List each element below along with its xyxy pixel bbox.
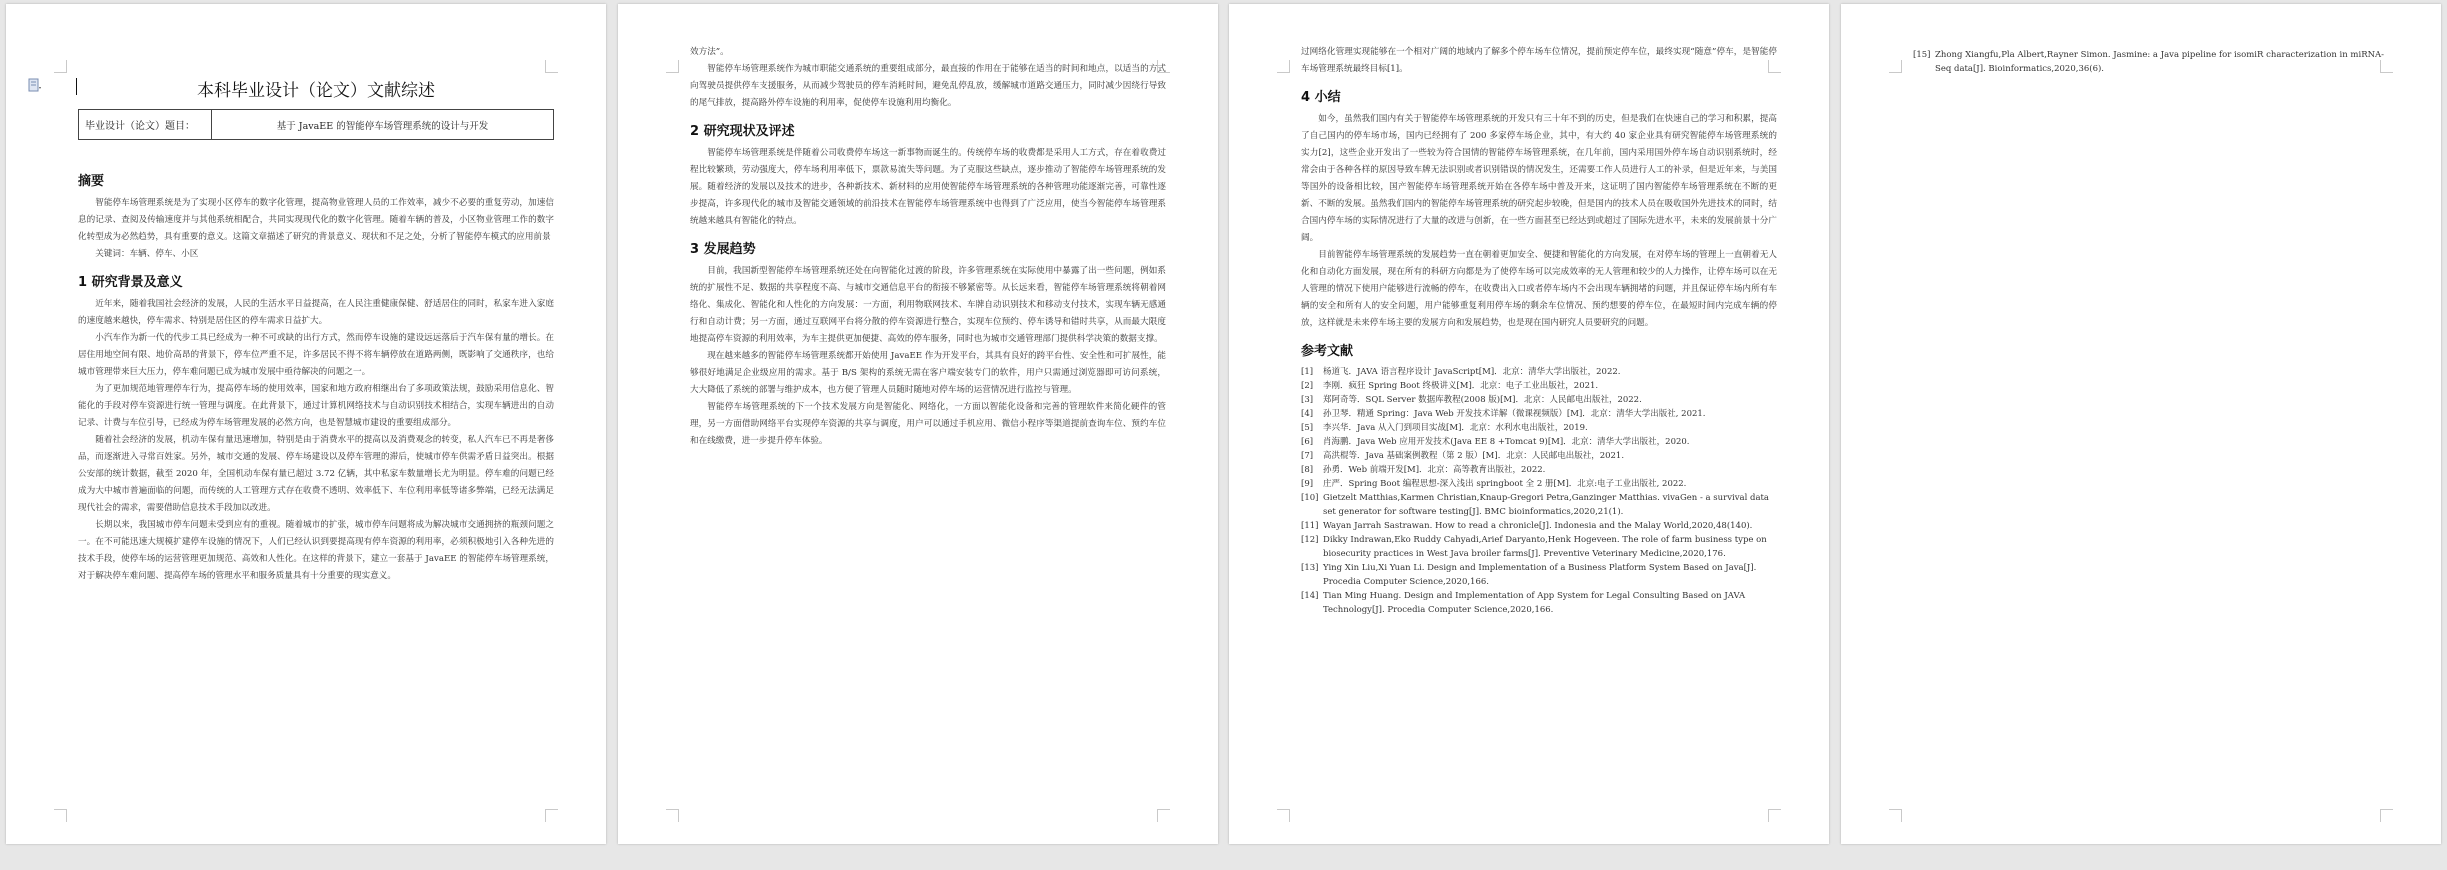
topic-label[interactable]: 毕业设计（论文）题目：: [79, 110, 212, 140]
reference-item[interactable]: [1301, 477, 1777, 491]
crop-mark: [1277, 60, 1290, 73]
reference-number: [4]: [1301, 409, 1314, 419]
paragraph[interactable]: 目前智能停车场管理系统的发展趋势一直在朝着更加安全、便捷和智能化的方向发展，在对停车场的管理上一直朝着无人化和自动化方面发展，现在所有的科研方向都是为了使停车场可以完成效率的无人管理和较少的人力操作，让停车场可以在无人管理的情况下使用户能够进行流畅的停车，在收费出入口或者停车场内不会出现车辆拥堵的问题，并且保证停车场内所有车辆的安全和所有人的安全问题，用户能够重复利用停车场的剩余车位情况、预约想要的停车位，在最短时间内完成车辆的停放，这样就是未来停车场主要的发展方向和发展趋势，也是现在国内研究人员要研究的问题。: [1301, 250, 1777, 328]
section-heading[interactable]: 1 研究背景及意义: [78, 275, 183, 290]
reference-item[interactable]: [1301, 379, 1777, 393]
reference-item[interactable]: [1301, 533, 1777, 561]
reference-item[interactable]: [1301, 393, 1777, 407]
crop-mark: [54, 60, 67, 73]
reference-text: Ying Xin Liu,Xi Yuan Li. Design and Implementation of a Business Platform System Based on Java[J]. Procedia Computer Science,2020,166.: [1323, 563, 1757, 587]
paragraph[interactable]: 小汽车作为新一代的代步工具已经成为一种不可或缺的出行方式，然而停车设施的建设远远落后于汽车保有量的增长。在居住用地空间有限、地价高昂的背景下，停车位严重不足，许多居民不得不将车辆停放在道路两侧，既影响了交通秩序，也给城市管理带来巨大压力，停车难问题已成为城市发展中亟待解决的问题之一。: [78, 333, 554, 377]
section-heading[interactable]: 3 发展趋势: [690, 242, 756, 257]
page-2-content: [690, 44, 1166, 824]
paragraph-continuation[interactable]: 过网络化管理实现能够在一个相对广阔的地域内了解多个停车场车位情况，提前预定停车位，最终实现“随意”停车，是智能停车场管理系统最终目标[1]。: [1301, 47, 1777, 74]
reference-number: [7]: [1301, 451, 1314, 461]
page-1-content: [78, 44, 554, 824]
reference-number: [5]: [1301, 423, 1314, 433]
reference-text: 李兴华．Java 从入门到项目实战[M]．北京：水利水电出版社，2019.: [1323, 423, 1588, 433]
reference-text: Gietzelt Matthias,Karmen Christian,Knaup-Gregori Petra,Ganzinger Matthias. vivaGen - a survival data set generator for software testing[J]. BMC bioinformatics,2020,21(1).: [1323, 493, 1769, 517]
document-title[interactable]: 本科毕业设计（论文）文献综述: [197, 81, 435, 101]
reference-list: [1301, 365, 1777, 617]
reference-text: 杨道飞．JAVA 语言程序设计 JavaScript[M]．北京：清华大学出版社，2022.: [1323, 367, 1621, 377]
reference-number: [11]: [1301, 521, 1319, 531]
topic-table: [78, 109, 554, 140]
topic-value[interactable]: 基于 JavaEE 的智能停车场管理系统的设计与开发: [212, 110, 554, 140]
reference-text: 孙勇．Web 前端开发[M]．北京：高等教育出版社，2022.: [1323, 465, 1546, 475]
paragraph[interactable]: 目前，我国新型智能停车场管理系统还处在向智能化过渡的阶段，许多管理系统在实际使用中暴露了出一些问题，例如系统的扩展性不足、数据的共享程度不高、与城市交通信息平台的衔接不够紧密等。从长远来看，智能停车场管理系统将朝着网络化、集成化、智能化和人性化的方向发展：一方面，利用物联网技术、车牌自动识别技术和移动支付技术，实现车辆无感通行和自动计费；另一方面，通过互联网平台将分散的停车资源进行整合，实现车位预约、停车诱导和错时共享，从而最大限度地提高停车资源的利用效率，为车主提供更加便捷、高效的停车服务，同时也为城市交通管理部门提供科学决策的数据支撑。: [690, 266, 1166, 344]
reference-item[interactable]: [1301, 407, 1777, 421]
reference-text: 肖海鹏．Java Web 应用开发技术(Java EE 8 +Tomcat 9)[M]．北京：清华大学出版社，2020.: [1323, 437, 1690, 447]
paragraph[interactable]: 长期以来，我国城市停车问题未受到应有的重视。随着城市的扩张，城市停车问题将成为解决城市交通拥挤的瓶颈问题之一。在不可能迅速大规模扩建停车设施的情况下，人们已经认识到要提高现有停车资源的利用率，必须积极地引入各种先进的技术手段，使停车场的运营管理更加规范、高效和人性化。在这样的背景下，建立一套基于 JavaEE 的智能停车场管理系统，对于解决停车难问题、提高停车场的管理水平和服务质量具有十分重要的现实意义。: [78, 520, 554, 581]
paragraph[interactable]: 现在越来越多的智能停车场管理系统都开始使用 JavaEE 作为开发平台，其具有良好的跨平台性、安全性和可扩展性，能够很好地满足企业级应用的需求。基于 B/S 架构的系统无需在客户端安装专门的软件，用户只需通过浏览器即可访问系统，大大降低了系统的部署与维护成本，也方便了管理人员随时随地对停车场的运营情况进行监控与管理。: [690, 351, 1166, 395]
page-4: [1841, 4, 2441, 844]
reference-item[interactable]: [1301, 435, 1777, 449]
paragraph[interactable]: 智能停车场管理系统是伴随着公司收费停车场这一新事物而诞生的。传统停车场的收费都是采用人工方式，存在着收费过程比较繁琐，劳动强度大，停车场利用率低下，票款易流失等问题。为了克服这些缺点，逐步推动了智能停车场管理系统的发展。随着经济的发展以及技术的进步，各种新技术、新材料的应用使智能停车场管理系统的各种管理功能逐渐完善，可靠性逐步提高，许多现代化的城市及智能交通领域的前沿技术在智能停车场管理系统中也得到了广泛应用，使当今智能停车场管理系统越来越具有智能化的特点。: [690, 148, 1166, 226]
reference-number: [14]: [1301, 591, 1319, 601]
reference-number: [9]: [1301, 479, 1314, 489]
paragraph[interactable]: 近年来，随着我国社会经济的发展，人民的生活水平日益提高，在人民注重健康保健、舒适居住的同时，私家车进入家庭的速度越来越快，停车需求、特别是居住区的停车需求日益扩大。: [78, 299, 554, 326]
reference-number: [13]: [1301, 563, 1319, 573]
crop-mark: [666, 60, 679, 73]
keywords[interactable]: 关键词：车辆、停车、小区: [95, 249, 199, 259]
reference-number: [8]: [1301, 465, 1314, 475]
page-2: [618, 4, 1218, 844]
paragraph[interactable]: 随着社会经济的发展，机动车保有量迅速增加，特别是由于消费水平的提高以及消费观念的转变，私人汽车已不再是奢侈品，而逐渐进入寻常百姓家。另外，城市交通的发展、停车场建设以及停车管理的滞后，使城市停车供需矛盾日益突出。根据公安部的统计数据，截至 2020 年，全国机动车保有量已超过 3.72 亿辆，其中私家车数量增长尤为明显。停车难的问题已经成为大中城市普遍面临的问题，而传统的人工管理方式存在收费不透明、效率低下、车位利用率低等诸多弊端，已经无法满足现代社会的需求，需要借助信息技术手段加以改进。: [78, 435, 554, 513]
crop-mark: [1889, 809, 1902, 822]
section-heading[interactable]: 2 研究现状及评述: [690, 124, 795, 139]
reference-number: [10]: [1301, 493, 1319, 503]
reference-text: 庄严．Spring Boot 编程思想-深入浅出 springboot 全 2 册[M]．北京:电子工业出版社, 2022.: [1323, 479, 1687, 489]
reference-item[interactable]: [1301, 589, 1777, 617]
reference-text: Zhong Xiangfu,Pla Albert,Rayner Simon. Jasmine: a Java pipeline for isomiR characterization in miRNA-Seq data[J]. Bioinformatics,2020,36(6).: [1935, 50, 2385, 74]
page-3: [1229, 4, 1829, 844]
paragraph-continuation[interactable]: 效方法”。: [690, 47, 729, 57]
reference-item[interactable]: [1301, 491, 1777, 519]
reference-item[interactable]: [1301, 449, 1777, 463]
reference-item[interactable]: [1301, 561, 1777, 589]
paragraph[interactable]: 智能停车场管理系统的下一个技术发展方向是智能化、网络化，一方面以智能化设备和完善的管理软件来简化硬件的管理，另一方面借助网络平台实现停车资源的共享与调度，用户可以通过手机应用、微信小程序等渠道提前查询车位、预约车位和在线缴费，进一步提升停车体验。: [690, 402, 1166, 446]
reference-item[interactable]: [1301, 421, 1777, 435]
crop-mark: [666, 809, 679, 822]
page-4-content: [1913, 44, 2389, 824]
reference-text: Tian Ming Huang. Design and Implementation of App System for Legal Consulting Based on JAVA Technology[J]. Procedia Computer Science,2020,166.: [1323, 591, 1746, 615]
reference-number: [15]: [1913, 50, 1931, 60]
reference-item[interactable]: [1301, 463, 1777, 477]
reference-number: [3]: [1301, 395, 1314, 405]
crop-mark: [1889, 60, 1902, 73]
reference-text: 孙卫琴．精通 Spring：Java Web 开发技术详解（微课视频版）[M]．北京：清华大学出版社, 2021.: [1323, 409, 1706, 419]
reference-item[interactable]: [1301, 365, 1777, 379]
reference-number: [1]: [1301, 367, 1314, 377]
references-heading[interactable]: 参考文献: [1301, 344, 1354, 359]
paragraph[interactable]: 为了更加规范地管理停车行为，提高停车场的使用效率，国家和地方政府相继出台了多项政策法规，鼓励采用信息化、智能化的手段对停车资源进行统一管理与调度。在此背景下，通过计算机网络技术与自动识别技术相结合，实现车辆进出的自动记录、计费与车位引导，已经成为停车场管理发展的必然方向，也是智慧城市建设的重要组成部分。: [78, 384, 554, 428]
document-layout-icon[interactable]: [28, 78, 42, 93]
reference-text: 李刚．疯狂 Spring Boot 终极讲义[M]．北京：电子工业出版社，2021.: [1323, 381, 1599, 391]
section-heading[interactable]: 4 小结: [1301, 90, 1341, 105]
abstract-heading[interactable]: 摘要: [78, 174, 105, 189]
reference-text: 高洪棍等．Java 基础案例教程（第 2 版）[M]．北京：人民邮电出版社，2021.: [1323, 451, 1625, 461]
reference-list: [1913, 48, 2389, 76]
reference-number: [12]: [1301, 535, 1319, 545]
reference-item[interactable]: [1301, 519, 1777, 533]
reference-text: Wayan Jarrah Sastrawan. How to read a chronicle[J]. Indonesia and the Malay World,2020,48(140).: [1323, 521, 1753, 531]
reference-number: [6]: [1301, 437, 1314, 447]
reference-text: 郑阿奇等．SQL Server 数据库教程(2008 版)[M]．北京：人民邮电出版社，2022.: [1323, 395, 1642, 405]
text-cursor: [76, 78, 77, 95]
page-1: [6, 4, 606, 844]
crop-mark: [54, 809, 67, 822]
reference-item[interactable]: [1913, 48, 2389, 76]
paragraph[interactable]: 如今，虽然我们国内有关于智能停车场管理系统的开发只有三十年不到的历史，但是我们在快速自己的学习和积累，提高了自己国内的停车场市场，国内已经拥有了 200 多家停车场企业，其中，有大约 40 家企业具有研究智能停车场管理系统的实力[2]，这些企业开发出了一些较为符合国情的智能停车场管理系统，在几年前，国内采用国外停车场自动识别系统时，经常会由于各种各样的原因导致车牌无法识别或者识别错误的情况发生，还需要工作人员进行人工的补录，但是近年来，与美国等国外的设备相比较，国产智能停车场管理系统开始在各停车场中普及开来，这证明了国内智能停车场管理系统在不断的更新、不断的发展。虽然我们国内的智能停车场管理系统的研究起步较晚，但是国内的技术人员在吸收国外先进技术的同时，结合国内停车场的实际情况进行了大量的改进与创新，在一些方面甚至已经达到或超过了国际先进水平，未来的发展前景十分广阔。: [1301, 114, 1777, 243]
abstract-text[interactable]: 智能停车场管理系统是为了实现小区停车的数字化管理，提高物业管理人员的工作效率，减少不必要的重复劳动，加速信息的记录、查阅及传输速度并与其他系统相配合，共同实现现代化的数字化管理。随着车辆的普及，小区物业管理工作的数字化转型成为必然趋势，具有重要的意义。这篇文章描述了研究的背景意义、现状和不足之处，分析了智能停车模式的应用前景: [78, 198, 554, 242]
reference-number: [2]: [1301, 381, 1314, 391]
paragraph[interactable]: 智能停车场管理系统作为城市职能交通系统的重要组成部分，最直接的作用在于能够在适当的时间和地点，以适当的方式向驾驶员提供停车支援服务，从而减少驾驶员的停车消耗时间，避免乱停乱放，缓解城市道路交通压力，同时减少因绕行导致的尾气排放，提高路外停车设施的利用率，促使停车设施利用均衡化。: [690, 64, 1166, 108]
reference-text: Dikky Indrawan,Eko Ruddy Cahyadi,Arief Daryanto,Henk Hogeveen. The role of farm business type on biosecurity practices in West Java broiler farms[J]. Preventive Veterinary Medicine,2020,176.: [1323, 535, 1767, 559]
crop-mark: [1277, 809, 1290, 822]
page-3-content: [1301, 44, 1777, 824]
